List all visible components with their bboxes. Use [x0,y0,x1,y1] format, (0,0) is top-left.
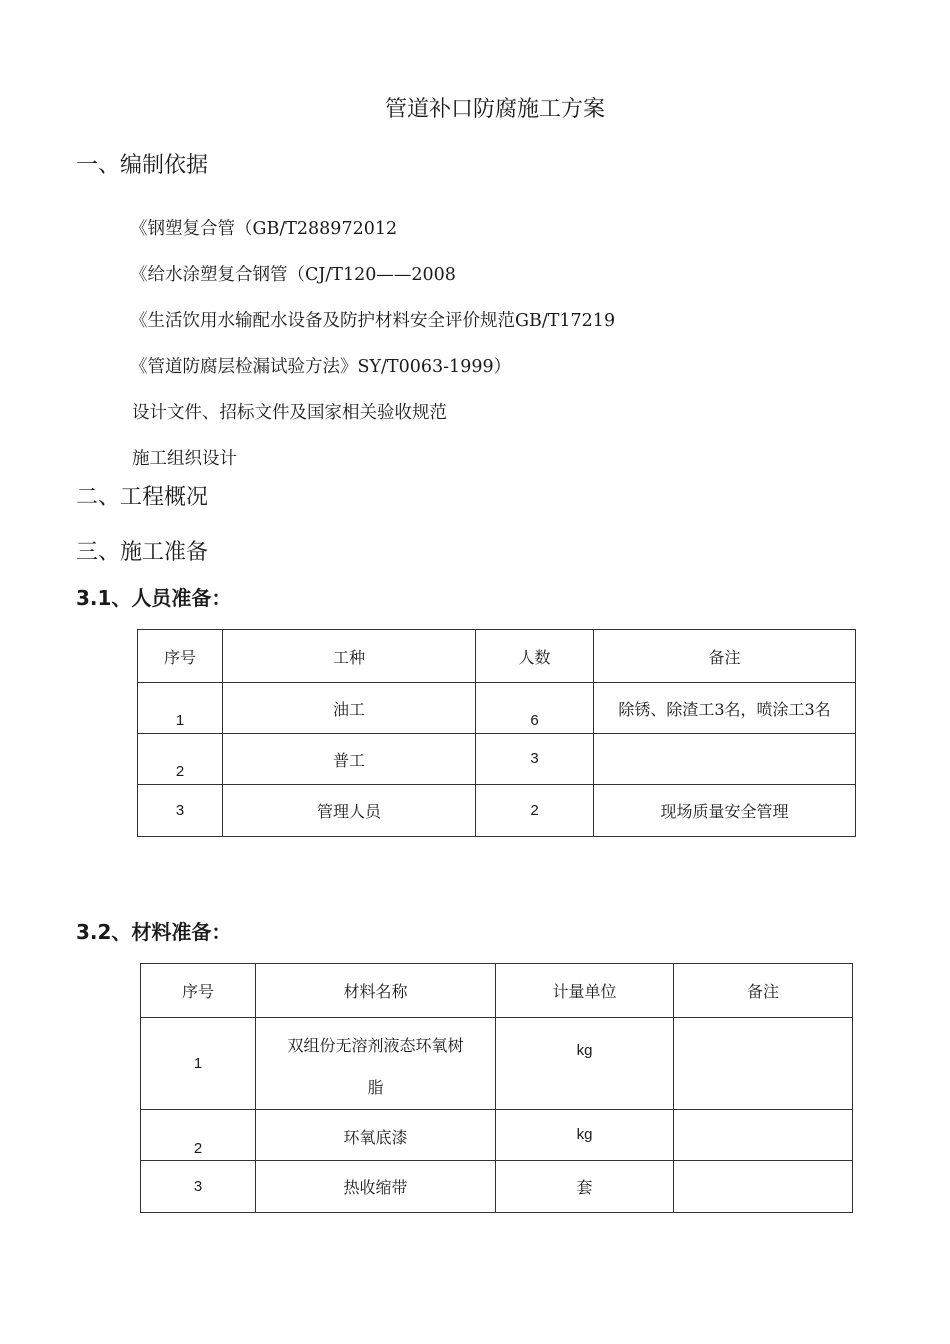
row-index-cell: 3 [141,1161,256,1213]
table-row [138,683,856,734]
header-cell: 备注 [594,630,856,683]
table-row [141,1018,853,1110]
headcount-cell: 3 [476,734,594,785]
material-name-cell: 环氧底漆 [256,1110,496,1161]
reference-item: 《给水涂塑复合钢管（CJ/T120——2008 [130,265,456,285]
table-row [141,1161,853,1213]
reference-item: 《生活饮用水输配水设备及防护材料安全评价规范GB/T17219 [130,311,616,331]
subsection-heading-personnel: 3.1、人员准备： [76,586,232,610]
header-cell: 材料名称 [256,964,496,1018]
material-name-line: 脂 [367,1078,384,1097]
header-cell: 序号 [141,964,256,1018]
remark-cell: 现场质量安全管理 [594,785,856,837]
row-index-cell: 2 [141,1110,256,1161]
reference-item: 施工组织设计 [132,449,237,469]
remark-cell [594,734,856,785]
row-index-cell: 3 [138,785,223,837]
personnel-table [137,629,856,837]
material-name-line: 双组份无溶剂液态环氧树 [287,1036,464,1055]
section-heading-basis: 一、编制依据 [76,153,209,178]
header-cell: 工种 [223,630,476,683]
headcount-cell: 2 [476,785,594,837]
job-type-cell: 油工 [223,683,476,734]
header-cell: 序号 [138,630,223,683]
row-index-cell: 1 [141,1018,256,1110]
table-header-row [138,630,856,683]
section-heading-overview: 二、工程概况 [76,485,209,510]
row-index-cell: 1 [138,683,223,734]
remark-cell: 除锈、除渣工3名，喷涂工3名 [594,683,856,734]
material-name-cell [256,1018,496,1110]
material-name-cell: 热收缩带 [256,1161,496,1213]
row-index-cell: 2 [138,734,223,785]
header-cell: 人数 [476,630,594,683]
unit-cell: kg [496,1110,674,1161]
reference-item: 设计文件、招标文件及国家相关验收规范 [132,403,447,423]
header-cell: 备注 [674,964,853,1018]
table-header-row [141,964,853,1018]
materials-table [140,963,853,1213]
document-title: 管道补口防腐施工方案 [384,97,605,122]
section-heading-preparation: 三、施工准备 [76,540,209,565]
table-row [138,785,856,837]
headcount-cell: 6 [476,683,594,734]
remark-cell [674,1110,853,1161]
remark-cell [674,1018,853,1110]
table-row [138,734,856,785]
reference-item: 《管道防腐层检漏试验方法》SY/T0063-1999） [130,357,512,377]
job-type-cell: 管理人员 [223,785,476,837]
unit-cell: kg [496,1018,674,1110]
header-cell: 计量单位 [496,964,674,1018]
unit-cell: 套 [496,1161,674,1213]
table-row [141,1110,853,1161]
job-type-cell: 普工 [223,734,476,785]
subsection-heading-materials: 3.2、材料准备： [76,920,232,944]
reference-item: 《钢塑复合管（GB/T288972012 [130,219,398,239]
remark-cell [674,1161,853,1213]
